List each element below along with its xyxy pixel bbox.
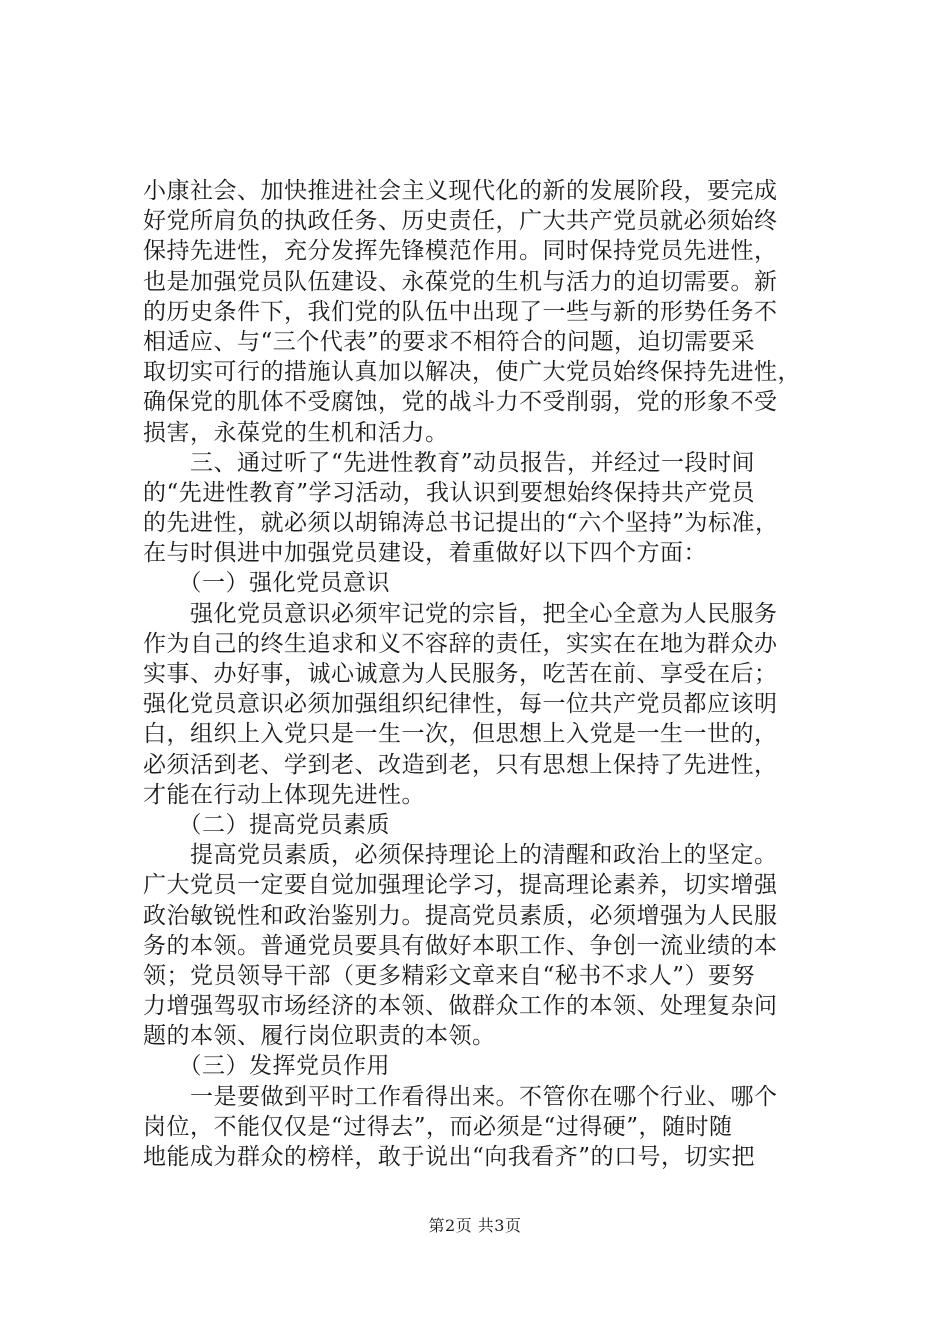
text-line: 的“先进性教育”学习活动，我认识到要想始终保持共产党员	[143, 479, 756, 506]
text-line: 的历史条件下，我们党的队伍中出现了一些与新的形势任务不	[143, 298, 778, 325]
text-line: 确保党的肌体不受腐蚀，党的战斗力不受削弱，党的形象不受	[143, 389, 778, 416]
text-line: 损害，永葆党的生机和活力。	[143, 419, 449, 446]
text-line: 政治敏锐性和政治鉴别力。提高党员素质，必须增强为人民服	[143, 902, 778, 929]
text-line: 好党所肩负的执政任务、历史责任，广大共产党员就必须始终	[143, 208, 778, 235]
text-line: 地能成为群众的榜样，敢于说出“向我看齐”的口号，切实把	[143, 1144, 756, 1170]
text-line: 必须活到老、学到老、改造到老，只有思想上保持了先进性，	[143, 751, 778, 778]
text-line: 取切实可行的措施认真加以解决，使广大党员始终保持先进性，	[143, 359, 801, 386]
text-line: 相适应、与“三个代表”的要求不相符合的问题，迫切需要采	[143, 328, 756, 355]
text-line: （一）强化党员意识	[143, 570, 390, 597]
document-body	[143, 176, 843, 1172]
text-line: 力增强驾驭市场经济的本领、做群众工作的本领、处理复杂问	[143, 993, 778, 1020]
text-line: 才能在行动上体现先进性。	[143, 781, 425, 808]
text-line: 一是要做到平时工作看得出来。不管你在哪个行业、哪个	[143, 1083, 778, 1110]
text-line: 也是加强党员队伍建设、永葆党的生机与活力的迫切需要。新	[143, 268, 778, 295]
text-line: 实事、办好事，诚心诚意为人民服务，吃苦在前、享受在后；	[143, 661, 778, 687]
text-line: 作为自己的终生追求和义不容辞的责任，实实在在地为群众办	[143, 630, 778, 657]
text-line: 在与时俱进中加强党员建设，着重做好以下四个方面：	[143, 540, 707, 567]
text-line: 白，组织上入党只是一生一次，但思想上入党是一生一世的，	[143, 721, 778, 748]
text-line: （二）提高党员素质	[143, 811, 390, 838]
text-line: 保持先进性，充分发挥先锋模范作用。同时保持党员先进性，	[143, 238, 778, 265]
text-line: 领；党员领导干部（更多精彩文章来自“秘书不求人”）要努	[143, 962, 756, 989]
text-line: 广大党员一定要自觉加强理论学习，提高理论素养，切实增强	[143, 872, 778, 899]
text-line: 的先进性，就必须以胡锦涛总书记提出的“六个坚持”为标准，	[143, 510, 779, 537]
text-line: （三）发挥党员作用	[143, 1053, 390, 1080]
text-line: 强化党员意识必须加强组织纪律性，每一位共产党员都应该明	[143, 691, 778, 718]
page-footer: 第2页 共3页	[428, 1216, 522, 1235]
text-line: 小康社会、加快推进社会主义现代化的新的发展阶段，要完成	[143, 178, 778, 204]
text-line: 三、通过听了“先进性教育”动员报告，并经过一段时间	[143, 449, 756, 476]
text-line: 强化党员意识必须牢记党的宗旨，把全心全意为人民服务	[143, 600, 778, 627]
text-line: 题的本领、履行岗位职责的本领。	[143, 1023, 496, 1050]
text-line: 务的本领。普通党员要具有做好本职工作、争创一流业绩的本	[143, 932, 778, 959]
text-line: 提高党员素质，必须保持理论上的清醒和政治上的坚定。	[143, 842, 778, 869]
text-line: 岗位，不能仅仅是“过得去”，而必须是“过得硬”，随时随	[143, 1113, 733, 1140]
